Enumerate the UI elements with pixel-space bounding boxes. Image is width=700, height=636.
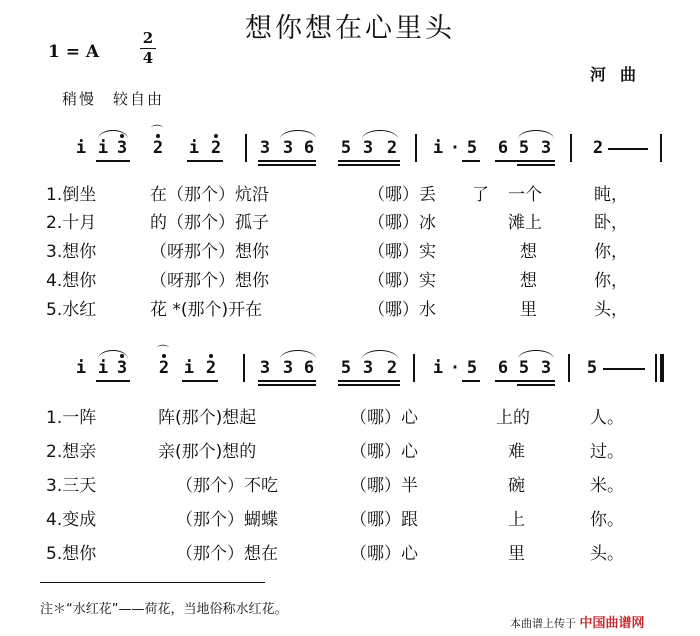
page-title: 想你想在心里头 [245,13,455,44]
lyric-syllable: （哪）半 [350,476,418,496]
note: · [449,358,461,378]
lyric-syllable: 3.三天 [46,476,97,496]
lyric-syllable: 的（那个）孤子 [150,213,269,233]
lyric-syllable: 4.想你 [46,271,97,291]
lyric-syllable: 过。 [590,442,624,462]
lyric-syllable: 1.一阵 [46,408,97,428]
note: 3 [116,358,128,378]
lyric-syllable: （哪）实 [368,271,436,291]
time-signature-bottom: 4 [142,49,154,67]
note: 2 [592,138,604,158]
lyric-syllable: 2.十月 [46,213,97,233]
note: 6 [303,138,315,158]
lyric-syllable: 你， [594,242,628,262]
note: 3 [362,358,374,378]
lyric-syllable: 盹， [594,185,628,205]
lyric-syllable: （哪）冰 [368,213,436,233]
lyric-syllable: 碗 [508,476,525,496]
note: 2 [386,358,398,378]
lyric-syllable: 了 [472,185,489,205]
fermata-icon: ⌒ [151,124,164,138]
lyric-syllable: 想 [520,242,537,262]
lyric-syllable: 3.想你 [46,242,97,262]
lyric-syllable: 亲(那个)想的 [158,442,257,462]
lyric-syllable: 头。 [590,544,624,564]
note: i [432,138,444,158]
time-signature-top: 2 [142,29,154,47]
lyric-syllable: 想 [520,271,537,291]
lyric-syllable: （哪）心 [350,408,418,428]
lyric-syllable: 你。 [590,510,624,530]
note: 2 [210,138,222,158]
lyric-syllable: 难 [508,442,525,462]
lyric-syllable: 里 [520,300,537,320]
note: 6 [497,358,509,378]
note: 2 [152,138,164,158]
fermata-icon: ⌒ [157,344,170,358]
note: i [183,358,195,378]
note: 5 [518,358,530,378]
note: 5 [586,358,598,378]
lyric-syllable: （那个）不吃 [176,476,278,496]
lyric-syllable: （哪）跟 [350,510,418,530]
lyric-syllable: 1.倒坐 [46,185,97,205]
note: 5 [340,358,352,378]
lyric-syllable: （呀那个）想你 [150,242,269,262]
lyric-syllable: 2.想亲 [46,442,97,462]
lyric-syllable: 一个 [508,185,542,205]
lyric-syllable: （那个）想在 [176,544,278,564]
note: i [75,138,87,158]
lyric-syllable: （那个）蝴蝶 [176,510,278,530]
lyric-syllable: 米。 [590,476,624,496]
lyric-syllable: 阵(那个)想起 [158,408,257,428]
note: 2 [205,358,217,378]
composer-credit: 河曲 [590,65,651,84]
lyric-syllable: 上 [508,510,525,530]
note: 3 [362,138,374,158]
lyric-syllable: （哪）实 [368,242,436,262]
note: i [97,138,109,158]
lyric-syllable: 上的 [496,408,530,428]
note: 2 [158,358,170,378]
lyric-syllable: （哪）心 [350,544,418,564]
note: i [188,138,200,158]
credit-text: 本曲谱上传于 [510,617,576,630]
site-logo[interactable]: 中国曲谱网 [579,616,645,631]
note: 3 [282,138,294,158]
tempo-marking: 稍慢 较自由 [62,90,165,108]
upload-credit [510,612,645,631]
key-signature: 1 = A [48,42,100,62]
lyric-syllable: 里 [508,544,525,564]
lyric-syllable: 5.想你 [46,544,97,564]
note: 6 [303,358,315,378]
note: 3 [282,358,294,378]
staff-line-1 [0,124,700,178]
lyric-syllable: 花 *(那个)开在 [150,300,263,320]
note: 6 [497,138,509,158]
lyric-syllable: （哪）水 [368,300,436,320]
lyric-syllable: 卧， [594,213,628,233]
footnote: 注＊“水红花”——荷花，当地俗称水红花。 [40,602,288,617]
note: 3 [540,358,552,378]
note: 3 [259,358,271,378]
lyric-syllable: 滩上 [508,213,542,233]
note: i [97,358,109,378]
staff-line-2 [0,344,700,398]
note: · [449,138,461,158]
lyric-syllable: 5.水红 [46,300,97,320]
footnote-divider [40,582,265,583]
lyric-syllable: 你， [594,271,628,291]
note: 5 [518,138,530,158]
time-signature [140,30,156,67]
note: 5 [466,138,478,158]
lyric-syllable: 头， [594,300,628,320]
lyric-syllable: （哪）心 [350,442,418,462]
note: 3 [116,138,128,158]
lyric-syllable: （呀那个）想你 [150,271,269,291]
lyric-syllable: 在（那个）炕沿 [150,185,269,205]
lyric-syllable: 4.变成 [46,510,97,530]
note: i [432,358,444,378]
note: 3 [259,138,271,158]
lyric-syllable: （哪）丢 [368,185,436,205]
note: 2 [386,138,398,158]
note: 5 [340,138,352,158]
note: i [75,358,87,378]
note: 5 [466,358,478,378]
lyric-syllable: 人。 [590,408,624,428]
note: 3 [540,138,552,158]
